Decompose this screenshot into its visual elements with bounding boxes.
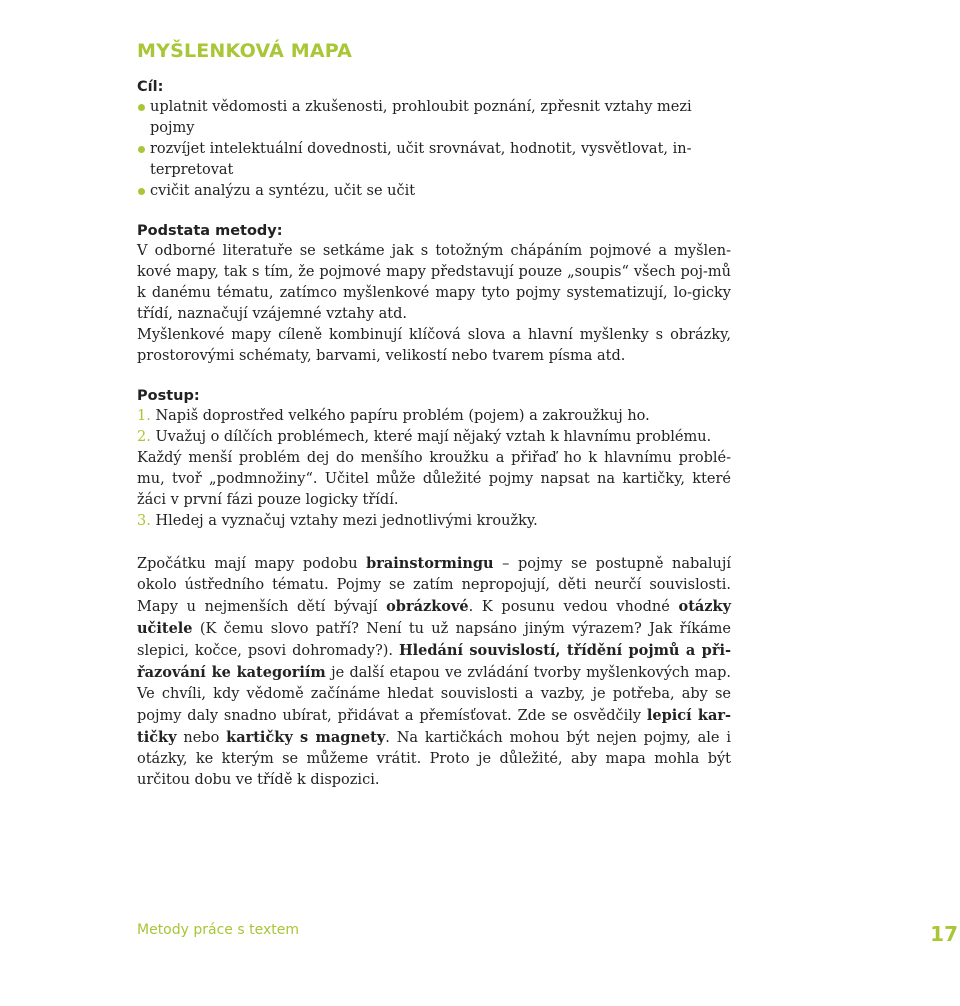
essence-heading: Podstata metody: <box>137 223 283 239</box>
goal-section <box>137 79 731 202</box>
list-item: uplatnit vědomosti a zkušenosti, prohloubit poznání, zpřesnit vztahy mezi pojmy <box>137 97 731 139</box>
essence-section <box>137 223 731 367</box>
essence-paragraph-1: V odborné literatuře se setkáme jak s totožným chápáním pojmové a myšlen-kové mapy, tak s tím, že pojmové mapy představují pouze „soupis“ všech poj-mů k danému tématu, zatímco myšlenkové mapy tyto pojmy systematizují, lo-gicky třídí, naznačují vzájemné vztahy atd. <box>137 243 731 322</box>
page-title: MYŠLENKOVÁ MAPA <box>137 40 353 62</box>
procedure-heading: Postup: <box>137 388 200 404</box>
list-item: cvičit analýzu a syntézu, učit se učit <box>137 181 731 202</box>
bullet-icon <box>138 104 145 111</box>
goal-heading: Cíl: <box>137 79 164 95</box>
procedure-step: 1. Napiš doprostřed velkého papíru problém (pojem) a zakroužkuj ho. <box>137 408 650 424</box>
procedure-step: 2. Uvažuj o dílčích problémech, které mají nějaký vztah k hlavnímu problému. <box>137 429 712 445</box>
procedure-step-detail: Každý menší problém dej do menšího kroužku a přiřaď ho k hlavnímu problé-mu, tvoř „podmnožiny“. Učitel může důležité pojmy napsat na kartičky, které žáci v první fázi pouze logicky třídí. <box>137 450 731 508</box>
essence-paragraph-2: Myšlenkové mapy cíleně kombinují klíčová slova a hlavní myšlenky s obrázky, prostorovými schématy, barvami, velikostí nebo tvarem písma atd. <box>137 327 731 364</box>
closing-paragraph: Zpočátku mají mapy podobu brainstormingu – pojmy se postupně nabalují okolo ústředního tématu. Pojmy se zatím nepropojují, děti neurčí souvislosti. Mapy u nejmenších dětí bývají obrázkové. K posunu vedou vhodné otázky učitele (K čemu slovo patří? Není tu už napsáno jiným výrazem? Jak říkáme slepici, kočce, psovi dohromady?). Hledání souvislostí, třídění pojmů a při-řazování ke kategoriím je další etapou ve zvládání tvorby myšlenkových map. Ve chvíli, kdy vědomě začínáme hledat souvislosti a vazby, je potřeba, aby se pojmy daly snadno ubírat, přidávat a přemísťovat. Zde se osvědčily lepicí kar-tičky nebo kartičky s magnety. Na kartičkách mohou být nejen pojmy, ale i otázky, ke kterým se můžeme vrátit. Proto je důležité, aby mapa mohla být určitou dobu ve třídě k dispozici. <box>137 555 732 788</box>
list-item: rozvíjet intelektuální dovednosti, učit srovnávat, hodnotit, vysvětlovat, in-terpretovat <box>137 139 731 181</box>
page-number: 17 <box>930 922 958 946</box>
page-content <box>137 40 731 791</box>
bullet-icon <box>138 146 145 153</box>
goal-list <box>137 97 731 202</box>
procedure-step: 3. Hledej a vyznačuj vztahy mezi jednotlivými kroužky. <box>137 513 538 529</box>
bullet-icon <box>138 188 145 195</box>
procedure-section <box>137 388 731 532</box>
footer-section-title: Metody práce s textem <box>137 922 299 938</box>
